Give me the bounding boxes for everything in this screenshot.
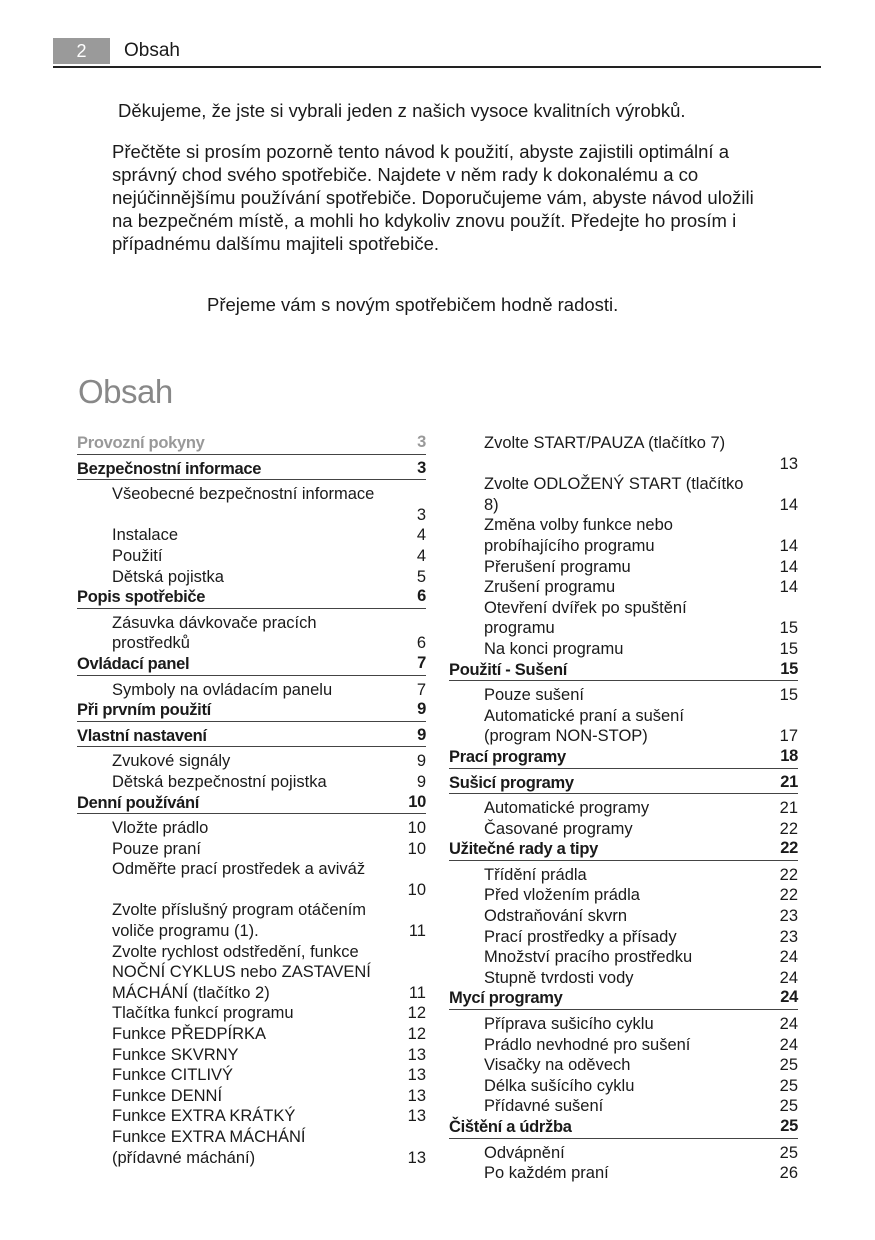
toc-entry-title: Ovládací panel <box>77 654 190 673</box>
toc-section[interactable] <box>449 660 798 682</box>
toc-entry-title: Zrušení programu <box>484 578 616 597</box>
toc-entry[interactable] <box>449 433 798 474</box>
toc-entry[interactable] <box>449 577 798 598</box>
toc-entry-title: Příprava sušicího cyklu <box>484 1015 654 1034</box>
toc-entry[interactable] <box>77 680 426 701</box>
toc-entry[interactable] <box>449 685 798 706</box>
toc-entry[interactable] <box>449 1055 798 1076</box>
toc-page-number: 4 <box>416 526 426 545</box>
toc-entry-title: Změna volby funkce nebo probíhajícího programu <box>484 516 673 555</box>
toc-entry-title: Funkce PŘEDPÍRKA <box>112 1025 267 1044</box>
toc-section[interactable] <box>77 433 426 455</box>
toc-page-number: 13 <box>407 1066 426 1085</box>
toc-page-number: 11 <box>408 922 426 941</box>
toc-page-number: 13 <box>407 1045 426 1064</box>
toc-entry-title: Zvukové signály <box>112 752 231 771</box>
toc-entry[interactable] <box>77 613 426 654</box>
toc-entry-title: Prádlo nevhodné pro sušení <box>484 1035 691 1054</box>
toc-entry-title: Tlačítka funkcí programu <box>112 1004 294 1023</box>
toc-entry-title: Popis spotřebiče <box>77 588 206 607</box>
toc-page-number: 3 <box>417 458 426 477</box>
toc-entry[interactable] <box>449 1076 798 1097</box>
toc-page-number: 9 <box>417 725 426 744</box>
toc-page-number: 21 <box>780 772 798 791</box>
toc-entry-title: Automatické praní a sušení (program NON-STOP) <box>484 706 684 746</box>
toc-entry-title: Funkce CITLIVÝ <box>112 1066 234 1085</box>
toc-right-column <box>449 433 798 1184</box>
toc-entry-title: Třídění prádla <box>484 865 587 884</box>
toc-entry[interactable] <box>449 906 798 927</box>
intro-wish: Přejeme vám s novým spotřebičem hodně radosti. <box>207 294 619 315</box>
toc-entry-title: Vlastní nastavení <box>77 726 207 745</box>
toc-page-number: 23 <box>779 907 798 926</box>
toc-page-number: 23 <box>779 927 798 946</box>
toc-entry-title: Dětská bezpečnostní pojistka <box>112 772 327 791</box>
toc-entry[interactable] <box>449 474 798 515</box>
toc-page-number: 13 <box>407 1086 426 1105</box>
toc-entry-title: Všeobecné bezpečnostní informace <box>112 485 375 504</box>
toc-entry[interactable] <box>77 1003 426 1024</box>
toc-page-number: 22 <box>779 886 798 905</box>
toc-entry-title: Zvolte rychlost odstředění, funkce NOČNÍ CYKLUS nebo ZASTAVENÍ MÁCHÁNÍ (tlačítko 2) <box>112 942 371 1002</box>
toc-entry[interactable] <box>449 598 798 639</box>
toc-page-number: 24 <box>779 1015 798 1034</box>
toc-page-number: 9 <box>416 772 426 791</box>
intro-paragraph: Přečtěte si prosím pozorně tento návod k použití, abyste zajistili optimální a správný chod svého spotřebiče. Najdete v něm rady k dokonalému a co nejúčinnějšímu používání spotřebiče. Doporučujeme vám, abyste návod uložili na bezpečném místě, a mohli ho kdykoliv znovu použít. Předejte ho prosím i případnému dalšímu majiteli spotřebiče. <box>112 141 754 254</box>
toc-page-number: 22 <box>779 819 798 838</box>
toc-section[interactable] <box>77 654 426 676</box>
toc-entry-title: Bezpečnostní informace <box>77 459 262 478</box>
toc-page-number: 12 <box>407 1025 426 1044</box>
toc-entry-title: Při prvním použití <box>77 701 211 720</box>
toc-page-number: 3 <box>417 433 426 451</box>
toc-entry-title: Zvolte ODLOŽENÝ START (tlačítko 8) <box>484 475 744 514</box>
toc-entry-title: Symboly na ovládacím panelu <box>112 680 333 699</box>
toc-entry-title: Otevření dvířek po spuštění programu <box>484 598 687 638</box>
toc-section[interactable] <box>77 459 426 481</box>
toc-entry[interactable] <box>449 557 798 578</box>
toc-page-number: 15 <box>779 619 798 638</box>
toc-entry-title: Po každém praní <box>484 1164 609 1183</box>
toc-page-number: 22 <box>780 839 798 858</box>
toc-entry[interactable] <box>77 859 426 900</box>
page-number: 2 <box>53 38 110 64</box>
toc-entry-title: Funkce SKVRNY <box>112 1045 239 1064</box>
toc-entry[interactable] <box>449 798 798 819</box>
toc-entry-title: Funkce EXTRA MÁCHÁNÍ (přídavné máchání) <box>112 1128 306 1167</box>
toc-page-number: 24 <box>779 968 798 987</box>
page-header <box>53 38 821 68</box>
toc-entry-title: Zvolte START/PAUZA (tlačítko 7) <box>484 434 726 452</box>
toc-entry[interactable] <box>77 1127 426 1168</box>
toc-section[interactable] <box>77 793 426 815</box>
toc-entry-title: Před vložením prádla <box>484 886 640 905</box>
toc-page-number: 10 <box>408 792 426 811</box>
toc-page-number: 21 <box>779 799 798 818</box>
toc-entry[interactable] <box>77 525 426 546</box>
toc-page-number: 3 <box>416 505 426 524</box>
toc-entry[interactable] <box>77 818 426 839</box>
toc-section[interactable] <box>77 587 426 609</box>
toc-entry-title: Odvápnění <box>484 1143 565 1162</box>
toc-page-number: 4 <box>416 546 426 565</box>
toc-page-number: 10 <box>407 819 426 838</box>
toc-entry[interactable] <box>77 1106 426 1127</box>
toc-page-number: 25 <box>780 1117 798 1135</box>
toc-page-number: 15 <box>779 639 798 658</box>
toc-entry-title: Funkce EXTRA KRÁTKÝ <box>112 1107 296 1126</box>
toc-entry[interactable] <box>449 1014 798 1035</box>
toc-section[interactable] <box>449 839 798 861</box>
toc-entry-title: Odstraňování skvrn <box>484 907 628 926</box>
toc-entry[interactable] <box>77 1065 426 1086</box>
toc-page-number: 14 <box>779 536 798 555</box>
toc-page-number: 15 <box>779 686 798 705</box>
toc-page-number: 9 <box>416 752 426 771</box>
toc-entry[interactable] <box>449 1163 798 1184</box>
toc-entry[interactable] <box>77 772 426 793</box>
toc-page-number: 11 <box>408 983 426 1002</box>
toc-section[interactable] <box>449 747 798 769</box>
toc-page-number: 25 <box>779 1076 798 1095</box>
header-title: Obsah <box>124 40 180 61</box>
toc-page-number: 13 <box>779 454 798 473</box>
toc-section[interactable] <box>77 700 426 722</box>
toc-entry-title: Zásuvka dávkovače pracích prostředků <box>112 613 317 653</box>
toc-entry[interactable] <box>77 900 426 941</box>
toc-entry[interactable] <box>77 839 426 860</box>
toc-entry-title: Pouze praní <box>112 839 201 858</box>
toc-title: Obsah <box>78 373 173 410</box>
toc-entry-title: Užitečné rady a tipy <box>449 840 598 859</box>
intro-thanks: Děkujeme, že jste si vybrali jeden z našich vysoce kvalitních výrobků. <box>118 100 686 121</box>
toc-entry-title: Použití <box>112 546 163 565</box>
toc-page-number: 25 <box>779 1143 798 1162</box>
toc-entry[interactable] <box>77 1086 426 1107</box>
toc-page-number: 24 <box>779 948 798 967</box>
toc-entry-title: Použití - Sušení <box>449 660 568 679</box>
toc-entry-title: Sušicí programy <box>449 773 574 792</box>
toc-entry[interactable] <box>449 865 798 886</box>
toc-section[interactable] <box>449 1117 798 1139</box>
toc-page-number: 14 <box>779 495 798 514</box>
toc-entry[interactable] <box>449 1143 798 1164</box>
toc-page-number: 15 <box>780 659 798 678</box>
toc-left-column <box>77 433 426 1168</box>
toc-entry-title: Přídavné sušení <box>484 1097 604 1116</box>
toc-entry-title: Funkce DENNÍ <box>112 1086 223 1105</box>
toc-entry-title: Délka sušícího cyklu <box>484 1076 635 1095</box>
toc-entry[interactable] <box>449 1035 798 1056</box>
toc-entry-title: Na konci programu <box>484 639 624 658</box>
toc-page-number: 10 <box>407 880 426 899</box>
toc-entry[interactable] <box>77 1024 426 1045</box>
toc-entry-title: Automatické programy <box>484 799 650 818</box>
toc-page-number: 24 <box>780 988 798 1007</box>
toc-entry-title: Pouze sušení <box>484 686 584 705</box>
toc-page-number: 14 <box>779 578 798 597</box>
toc-page-number: 13 <box>407 1107 426 1126</box>
toc-entry[interactable] <box>449 515 798 556</box>
toc-entry-title: Přerušení programu <box>484 557 631 576</box>
toc-page-number: 22 <box>779 865 798 884</box>
toc-entry-title: Denní používání <box>77 793 200 812</box>
toc-entry[interactable] <box>449 927 798 948</box>
toc-entry[interactable] <box>449 947 798 968</box>
toc-page-number: 6 <box>417 587 426 606</box>
toc-page-number: 14 <box>779 557 798 576</box>
toc-page-number: 7 <box>417 653 426 672</box>
toc-entry[interactable] <box>449 885 798 906</box>
toc-entry[interactable] <box>449 706 798 747</box>
toc-page-number: 25 <box>779 1056 798 1075</box>
toc-entry[interactable] <box>77 567 426 588</box>
toc-entry[interactable] <box>77 1045 426 1066</box>
toc-entry[interactable] <box>77 484 426 525</box>
toc-section[interactable] <box>449 773 798 795</box>
toc-page-number: 10 <box>407 839 426 858</box>
toc-page-number: 12 <box>407 1004 426 1023</box>
toc-entry[interactable] <box>449 819 798 840</box>
toc-entry[interactable] <box>77 751 426 772</box>
toc-entry-title: Provozní pokyny <box>77 434 205 452</box>
toc-page-number: 7 <box>416 680 426 699</box>
toc-entry[interactable] <box>449 1096 798 1117</box>
toc-page-number: 26 <box>779 1164 798 1183</box>
toc-entry-title: Vložte prádlo <box>112 819 209 838</box>
toc-page-number: 25 <box>779 1097 798 1116</box>
toc-entry[interactable] <box>77 942 426 1004</box>
toc-section[interactable] <box>77 726 426 748</box>
toc-entry-title: Mycí programy <box>449 989 563 1008</box>
toc-entry-title: Prací programy <box>449 747 566 766</box>
toc-entry-title: Instalace <box>112 526 179 545</box>
toc-page-number: 6 <box>416 634 426 653</box>
toc-entry-title: Dětská pojistka <box>112 567 224 586</box>
toc-entry-title: Čištění a údržba <box>449 1118 572 1136</box>
toc-entry-title: Odměřte prací prostředek a aviváž <box>112 860 366 879</box>
toc-entry-title: Prací prostředky a přísady <box>484 927 677 946</box>
toc-entry-title: Stupně tvrdosti vody <box>484 968 634 987</box>
toc-entry-title: Zvolte příslušný program otáčením voliče programu (1). <box>112 901 367 941</box>
toc-entry-title: Časované programy <box>484 819 633 838</box>
toc-page-number: 24 <box>779 1035 798 1054</box>
toc-page-number: 18 <box>780 746 798 765</box>
toc-entry-title: Množství pracího prostředku <box>484 948 693 967</box>
toc-page-number: 9 <box>417 700 426 719</box>
toc-entry-title: Visačky na oděvech <box>484 1056 631 1075</box>
toc-page-number: 5 <box>416 567 426 586</box>
toc-page-number: 17 <box>779 727 798 746</box>
toc-entry[interactable] <box>449 639 798 660</box>
toc-entry[interactable] <box>77 546 426 567</box>
toc-section[interactable] <box>449 988 798 1010</box>
toc-entry[interactable] <box>449 968 798 989</box>
toc-page-number: 13 <box>407 1148 426 1167</box>
